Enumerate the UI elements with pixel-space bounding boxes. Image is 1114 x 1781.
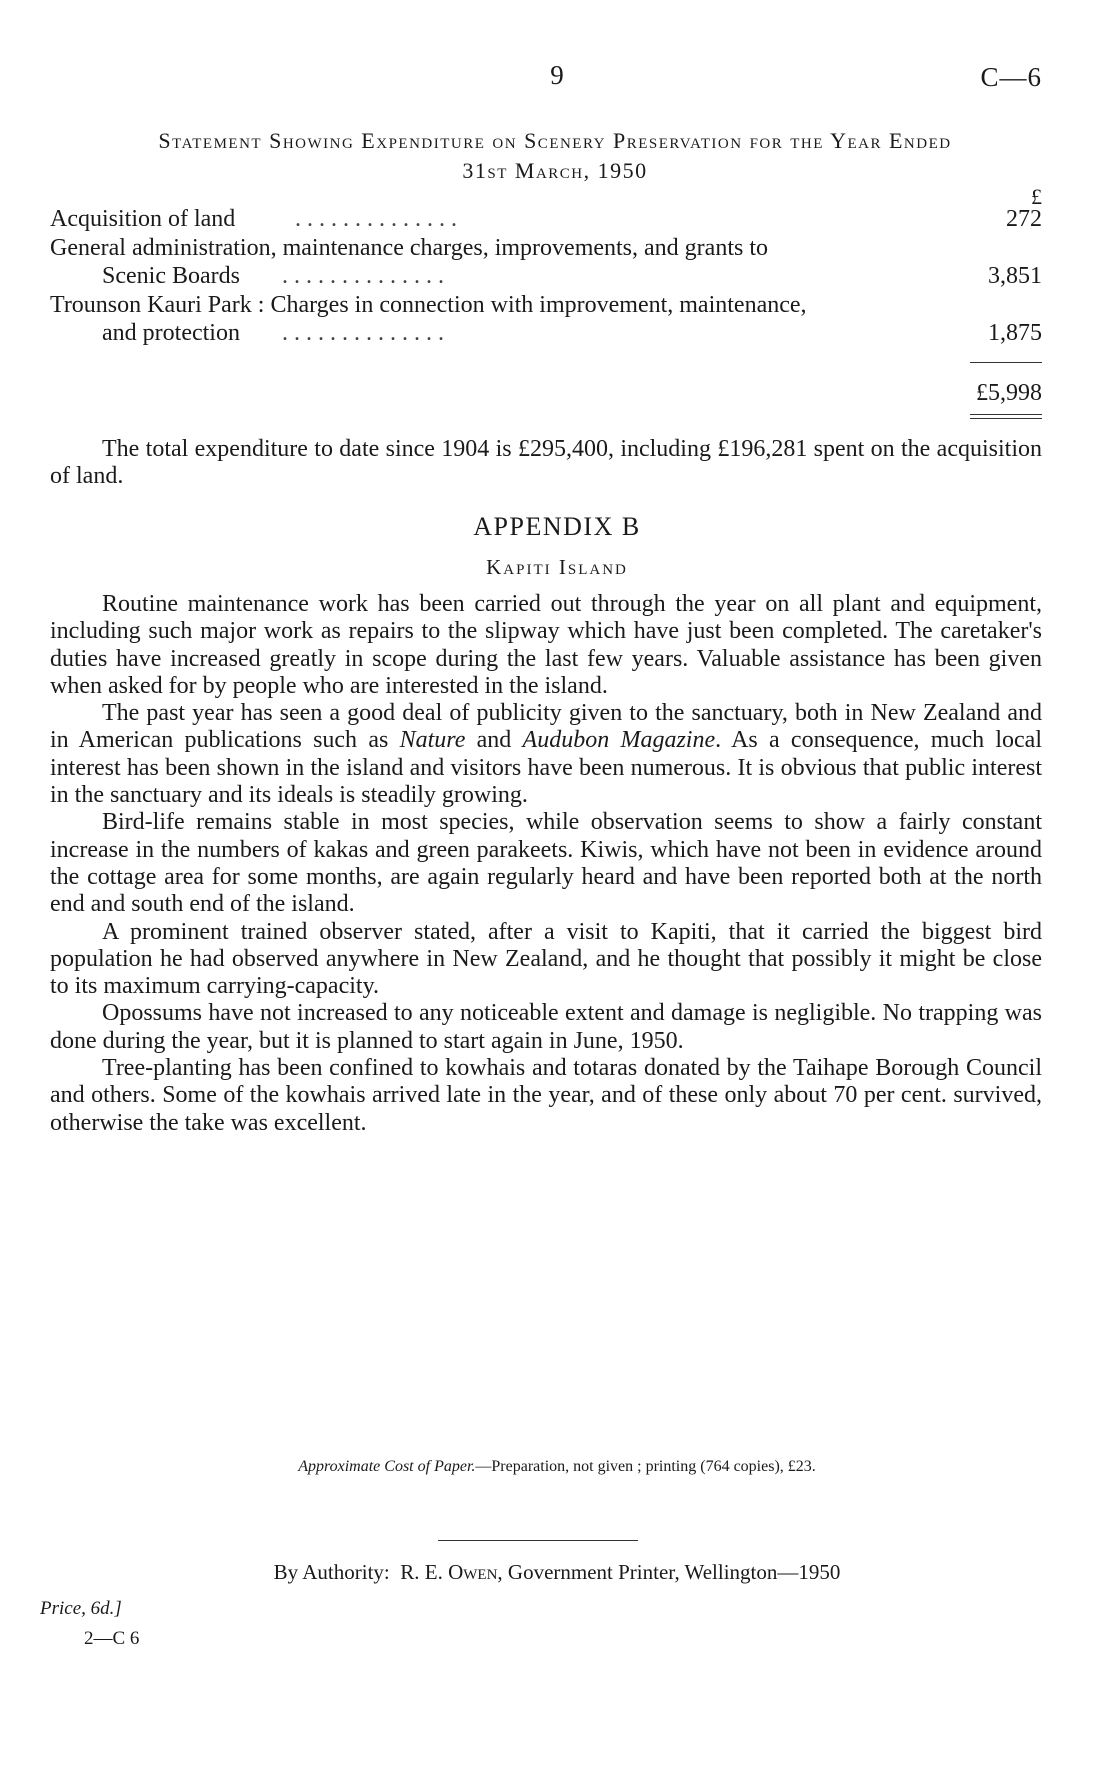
statement-title-line2: 31st March, 1950: [462, 158, 648, 183]
paragraph: Bird-life remains stable in most species, while observation seems to show a fairly constant increase in the numbers of kakas and green parakeets. Kiwis, which have not been in evidence around the cottage area for some months, are again regularly heard and have been reported both at the north end and south end of the island.: [50, 809, 1042, 918]
authority-rule: [438, 1540, 638, 1541]
paragraph-text: The past year has seen a good deal of publicity given to the sanctuary, both in New Zealand and in American publications such as: [50, 700, 1042, 754]
table-row: [50, 291, 1042, 347]
currency-symbol: £: [1031, 184, 1042, 209]
appendix-subtitle: Kapiti Island: [486, 555, 628, 579]
paragraph: A prominent trained observer stated, after a visit to Kapiti, that it carried the biggest bird population he had observed anywhere in New Zealand, and he thought that possibly it might be close to its maximum carrying-capacity.: [50, 918, 1042, 1000]
appendix-title: APPENDIX B: [473, 512, 641, 541]
paragraph-text: and: [465, 727, 523, 754]
publication-name: Nature: [399, 727, 466, 754]
leader-dots: . . . . . . . . . . . . . .: [295, 206, 457, 232]
row-amount: 1,875: [988, 320, 1042, 346]
paragraph: Opossums have not increased to any noticeable extent and damage is negligible. No trapping was done during the year, but it is planned to start again in June, 1950.: [50, 1000, 1042, 1054]
authority-line: [0, 1560, 1114, 1585]
subtotal-rule: [970, 362, 1042, 363]
statement-title-line1: Statement Showing Expenditure on Scenery Preservation for the Year Ended: [158, 128, 952, 153]
paragraph: Routine maintenance work has been carried out through the year on all plant and equipment, including such major work as repairs to the slipway which have just been completed. The caretaker's duties have increased greatly in scope during the last few years. Valuable assistance has been given when asked for by people who are interested in the island.: [50, 591, 1042, 699]
paragraph: Tree-planting has been confined to kowhais and totaras donated by the Taihape Borough Council and others. Some of the kowhais arrived late in the year, and of these only about 70 per cent. survived, otherwise the take was excellent.: [50, 1055, 1042, 1136]
summary-paragraph: The total expenditure to date since 1904 is £295,400, including £196,281 spent on the acquisition of land.: [50, 436, 1042, 489]
cost-text: —Preparation, not given ; printing (764 copies), £23.: [475, 1458, 816, 1475]
row-description-continued: and protection: [102, 320, 240, 346]
row-description: General administration, maintenance charges, improvements, and grants to: [50, 235, 768, 261]
total-double-rule: [970, 414, 1042, 419]
paragraph-publicity: [50, 700, 1042, 809]
row-description: Trounson Kauri Park : Charges in connection with improvement, maintenance,: [50, 292, 807, 318]
authority-label: By Authority:: [273, 1560, 390, 1584]
cost-of-paper: [0, 1458, 1114, 1476]
cost-label: Approximate Cost of Paper.: [298, 1458, 476, 1475]
leader-dots: . . . . . . . . . . . . . .: [282, 263, 444, 289]
document-code: C—6: [980, 62, 1042, 92]
printer-location: Government Printer, Wellington—1950: [507, 1560, 841, 1584]
row-description: Acquisition of land: [50, 206, 236, 232]
price: Price, 6d.]: [40, 1598, 122, 1619]
leader-dots: . . . . . . . . . . . . . .: [282, 320, 444, 346]
table-row: [50, 234, 1042, 290]
document-code-footer: 2—C 6: [84, 1628, 140, 1649]
printer-name: R. E. Owen,: [400, 1560, 503, 1584]
statement-title: [55, 126, 1055, 186]
total-amount: £5,998: [976, 380, 1042, 406]
row-amount: 3,851: [988, 263, 1042, 289]
publication-name: Audubon Magazine: [522, 727, 716, 754]
row-description-continued: Scenic Boards: [102, 263, 240, 289]
table-row: [50, 205, 1042, 233]
row-amount: 272: [1006, 206, 1042, 232]
expenditure-table: [50, 205, 1042, 347]
page-number: 9: [550, 60, 564, 90]
appendix-body: [50, 591, 1042, 1137]
paragraph-text: . As a consequence, much local interest has been shown in the island and visitors have been numerous. It is obvious that public interest in the sanctuary and its ideals is steadily growing.: [50, 727, 1043, 809]
